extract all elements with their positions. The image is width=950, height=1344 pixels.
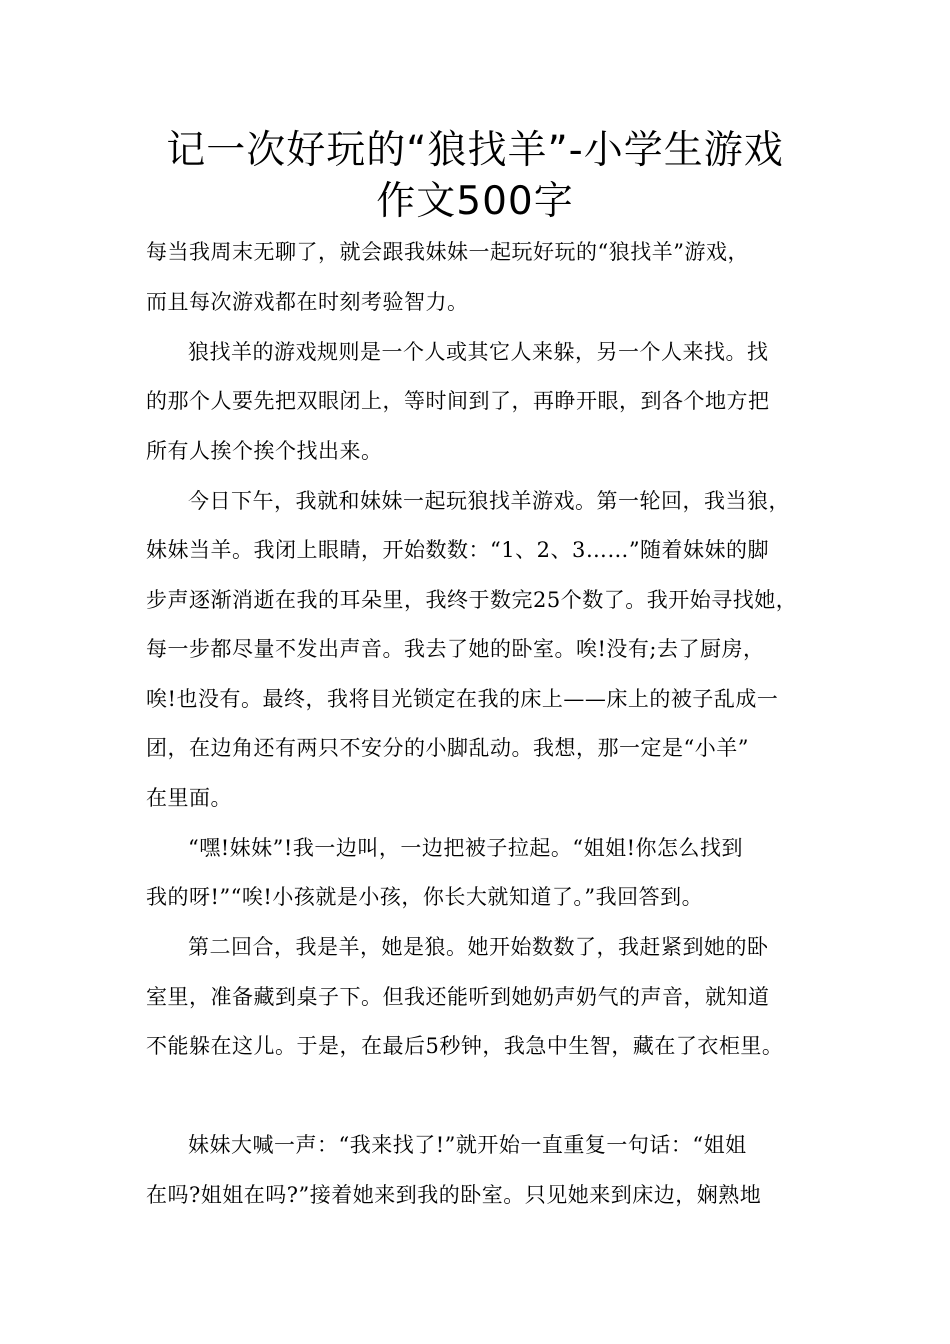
document-title-line-2: 作文500字: [376, 179, 574, 224]
text-line: 的那个人要先把双眼闭上，等时间到了，再睁开眼，到各个地方把: [146, 389, 770, 413]
text-line: 步声逐渐消逝在我的耳朵里，我终于数完25个数了。我开始寻找她，: [146, 588, 798, 612]
text-line: 室里，准备藏到桌子下。但我还能听到她奶声奶气的声音，就知道: [146, 985, 770, 1009]
text-line: 狼找羊的游戏规则是一个人或其它人来躲，另一个人来找。找: [188, 340, 769, 364]
text-line: 在吗?姐姐在吗?”接着她来到我的卧室。只见她来到床边，娴熟地: [146, 1183, 762, 1207]
text-line: 所有人挨个挨个找出来。: [146, 439, 383, 463]
text-line: 妹妹大喊一声：“我来找了!”就开始一直重复一句话：“姐姐: [188, 1133, 747, 1157]
text-line: 今日下午，我就和妹妹一起玩狼找羊游戏。第一轮回，我当狼，: [188, 489, 790, 513]
text-line: 我的呀!”“唉!小孩就是小孩，你长大就知道了。”我回答到。: [146, 885, 704, 909]
text-line: 团，在边角还有两只不安分的小脚乱动。我想，那一定是“小羊”: [146, 736, 749, 760]
text-line: 第二回合，我是羊，她是狼。她开始数数了，我赶紧到她的卧: [188, 935, 769, 959]
text-line: “嘿!妹妹”!我一边叫，一边把被子拉起。“姐姐!你怎么找到: [188, 836, 744, 860]
text-line: 妹妹当羊。我闭上眼睛，开始数数：“1、2、3……”随着妹妹的脚: [146, 538, 770, 562]
text-line: 在里面。: [146, 786, 232, 810]
text-line: 不能躲在这儿。于是，在最后5秒钟，我急中生智，藏在了衣柜里。: [146, 1034, 784, 1058]
text-line: 每一步都尽量不发出声音。我去了她的卧室。唉!没有;去了厨房，: [146, 637, 765, 661]
document-title-line-1: 记一次好玩的“狼找羊”-小学生游戏: [166, 128, 784, 173]
text-line: 每当我周末无聊了，就会跟我妹妹一起玩好玩的“狼找羊”游戏，: [146, 240, 749, 264]
text-line: 唉!也没有。最终，我将目光锁定在我的床上——床上的被子乱成一: [146, 687, 779, 711]
text-line: 而且每次游戏都在时刻考验智力。: [146, 290, 469, 314]
